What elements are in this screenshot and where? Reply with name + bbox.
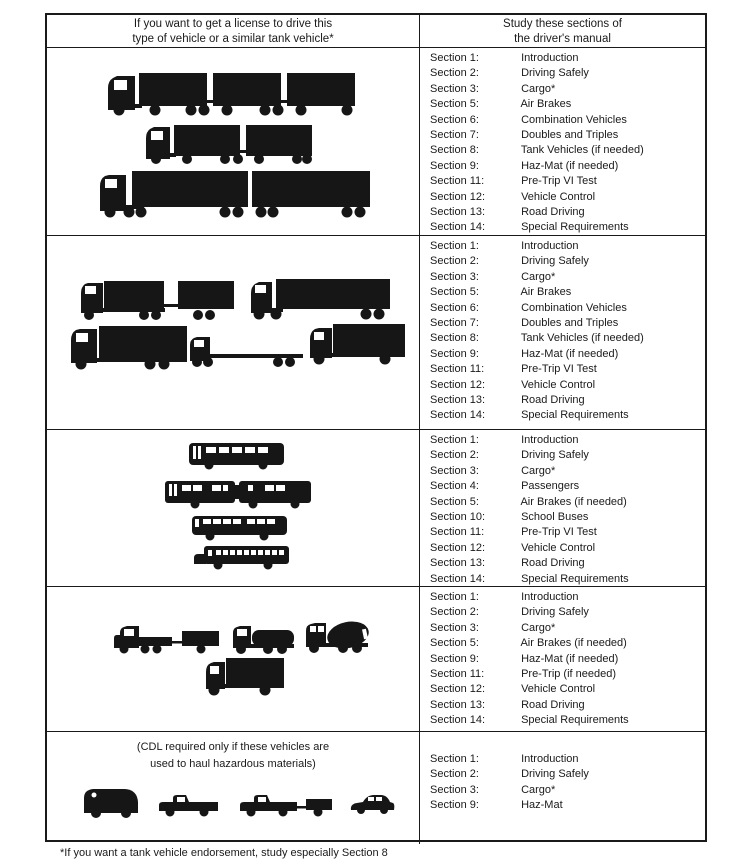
table-row-combination-doubles-triples bbox=[47, 48, 705, 236]
section-label: Section 3: bbox=[430, 82, 479, 95]
table-row-buses bbox=[47, 430, 705, 587]
table-row-combination-vehicles bbox=[47, 236, 705, 430]
section-line bbox=[430, 97, 701, 112]
section-name: Cargo* bbox=[521, 621, 556, 634]
section-name: Road Driving bbox=[521, 698, 585, 711]
table-row-light-vehicles bbox=[47, 732, 705, 844]
section-line bbox=[430, 682, 701, 697]
section-name: Special Requirements bbox=[521, 572, 629, 585]
section-name: Special Requirements bbox=[521, 714, 629, 727]
section-name: Introduction bbox=[521, 591, 579, 603]
section-label: Section 7: bbox=[430, 129, 479, 142]
section-label: Section 11: bbox=[430, 668, 485, 681]
section-name: Driving Safely bbox=[521, 255, 589, 268]
section-label: Section 2: bbox=[430, 768, 479, 781]
section-name: Cargo* bbox=[521, 270, 556, 283]
section-name: Haz-Mat (if needed) bbox=[521, 159, 619, 172]
section-line bbox=[430, 621, 701, 636]
school-bus-icon bbox=[194, 546, 289, 571]
section-name: Road Driving bbox=[521, 206, 585, 219]
section-line bbox=[430, 448, 701, 463]
tractor-semitrailer-icon bbox=[250, 279, 392, 321]
section-name: Doubles and Triples bbox=[521, 129, 619, 142]
section-line bbox=[430, 190, 701, 205]
cement-mixer-truck-icon bbox=[305, 619, 371, 656]
section-label: Section 12: bbox=[430, 190, 486, 203]
section-line bbox=[430, 362, 701, 377]
section-line bbox=[430, 408, 701, 423]
section-name: Haz-Mat bbox=[521, 799, 563, 812]
section-label: Section 13: bbox=[430, 557, 486, 570]
section-line bbox=[430, 433, 701, 448]
section-name: Road Driving bbox=[521, 394, 585, 407]
section-name: Haz-Mat (if needed) bbox=[521, 652, 619, 665]
section-label: Section 11: bbox=[430, 363, 485, 376]
section-line bbox=[430, 667, 701, 682]
section-label: Section 7: bbox=[430, 317, 479, 330]
section-name: Driving Safely bbox=[521, 606, 589, 619]
section-name: Cargo* bbox=[521, 82, 556, 95]
section-line bbox=[430, 636, 701, 651]
section-line bbox=[430, 556, 701, 571]
section-line bbox=[430, 541, 701, 556]
section-label: Section 9: bbox=[430, 347, 479, 360]
car-icon bbox=[349, 792, 396, 815]
section-label: Section 4: bbox=[430, 480, 479, 493]
section-name: Introduction bbox=[521, 753, 579, 765]
section-line bbox=[430, 525, 701, 540]
section-name: Passengers bbox=[521, 480, 580, 493]
header-right-line1: Study these sections of bbox=[503, 18, 622, 30]
section-label: Section 5: bbox=[430, 98, 479, 111]
section-line bbox=[430, 159, 701, 174]
section-name: Tank Vehicles (if needed) bbox=[520, 144, 644, 157]
section-name: School Buses bbox=[521, 511, 589, 524]
tank-endorsement-footnote: *If you want a tank vehicle endorsement, study especially Section 8 bbox=[60, 847, 388, 859]
section-label: Section 6: bbox=[430, 301, 479, 314]
section-line bbox=[430, 698, 701, 713]
section-line bbox=[430, 605, 701, 620]
section-line bbox=[430, 143, 701, 158]
section-name: Haz-Mat (if needed) bbox=[521, 347, 619, 360]
section-label: Section 2: bbox=[430, 606, 479, 619]
section-label: Section 12: bbox=[430, 378, 486, 391]
table-header-row bbox=[47, 15, 705, 48]
section-label: Section 14: bbox=[430, 221, 486, 234]
section-line bbox=[430, 572, 701, 587]
section-label: Section 14: bbox=[430, 714, 486, 727]
section-line bbox=[430, 331, 701, 346]
section-line bbox=[430, 510, 701, 525]
section-list-row1 bbox=[420, 48, 705, 236]
header-left-line2: type of vehicle or a similar tank vehicle* bbox=[132, 33, 334, 45]
section-name: Combination Vehicles bbox=[521, 113, 627, 126]
coach-bus-icon bbox=[192, 515, 287, 541]
section-line bbox=[430, 254, 701, 269]
section-label: Section 1: bbox=[430, 52, 479, 64]
section-line bbox=[430, 128, 701, 143]
vehicle-cell-row5 bbox=[47, 732, 420, 844]
section-name: Vehicle Control bbox=[521, 683, 596, 696]
section-name: Air Brakes (if needed) bbox=[520, 637, 627, 650]
section-name: Special Requirements bbox=[521, 409, 629, 422]
section-label: Section 13: bbox=[430, 394, 486, 407]
vehicle-cell-row2 bbox=[47, 236, 420, 429]
section-line bbox=[430, 220, 701, 235]
van-icon bbox=[82, 785, 140, 819]
sections-cell-row1 bbox=[420, 48, 705, 235]
articulated-bus-icon bbox=[165, 479, 312, 509]
section-name: Pre-Trip VI Test bbox=[521, 363, 597, 376]
sections-cell-row2 bbox=[420, 236, 705, 429]
section-label: Section 12: bbox=[430, 541, 486, 554]
cdl-note-line2: used to haul hazardous materials) bbox=[150, 757, 316, 770]
section-line bbox=[430, 347, 701, 362]
header-vehicle-column bbox=[47, 15, 420, 47]
section-label: Section 5: bbox=[430, 286, 479, 299]
section-list-row3 bbox=[420, 430, 705, 587]
section-label: Section 1: bbox=[430, 240, 479, 252]
section-line bbox=[430, 783, 701, 798]
section-list-row2 bbox=[420, 236, 705, 424]
box-truck-icon bbox=[309, 324, 407, 366]
section-line bbox=[430, 590, 701, 605]
section-line bbox=[430, 378, 701, 393]
section-label: Section 8: bbox=[430, 332, 479, 345]
section-line bbox=[430, 713, 701, 728]
section-name: Pre-Trip VI Test bbox=[521, 526, 597, 539]
section-name: Vehicle Control bbox=[521, 190, 596, 203]
double-trailer-truck-icon bbox=[145, 125, 315, 167]
table-row-heavy-trucks bbox=[47, 587, 705, 732]
section-name: Driving Safely bbox=[521, 449, 589, 462]
section-label: Section 11: bbox=[430, 175, 485, 188]
section-name: Air Brakes bbox=[520, 98, 572, 111]
section-list-row4 bbox=[420, 587, 705, 729]
section-label: Section 2: bbox=[430, 67, 479, 80]
cdl-note bbox=[47, 732, 419, 772]
section-label: Section 8: bbox=[430, 144, 479, 157]
license-sections-table bbox=[45, 13, 707, 842]
truck-towing-trailer-icon bbox=[114, 624, 220, 656]
section-label: Section 3: bbox=[430, 270, 479, 283]
section-name: Driving Safely bbox=[521, 768, 589, 781]
triple-trailer-truck-icon bbox=[107, 73, 359, 118]
section-line bbox=[430, 652, 701, 667]
section-name: Tank Vehicles (if needed) bbox=[520, 332, 644, 345]
section-label: Section 6: bbox=[430, 113, 479, 126]
section-label: Section 1: bbox=[430, 434, 479, 446]
section-name: Introduction bbox=[521, 240, 579, 252]
section-name: Doubles and Triples bbox=[521, 317, 619, 330]
section-name: Air Brakes bbox=[520, 286, 572, 299]
section-line bbox=[430, 767, 701, 782]
pickup-with-trailer-icon bbox=[240, 790, 333, 817]
section-label: Section 9: bbox=[430, 159, 479, 172]
section-name: Vehicle Control bbox=[521, 378, 596, 391]
pickup-truck-icon bbox=[159, 792, 220, 817]
section-label: Section 12: bbox=[430, 683, 486, 696]
section-label: Section 5: bbox=[430, 495, 479, 508]
section-line bbox=[430, 113, 701, 128]
section-label: Section 3: bbox=[430, 783, 479, 796]
section-line bbox=[430, 495, 701, 510]
section-label: Section 3: bbox=[430, 464, 479, 477]
section-line bbox=[430, 239, 701, 254]
section-line bbox=[430, 66, 701, 81]
section-name: Road Driving bbox=[521, 557, 585, 570]
section-line bbox=[430, 82, 701, 97]
section-line bbox=[430, 270, 701, 285]
section-label: Section 2: bbox=[430, 449, 479, 462]
long-double-trailer-truck-icon bbox=[99, 171, 372, 219]
header-left-line1: If you want to get a license to drive this bbox=[133, 18, 333, 30]
section-label: Section 9: bbox=[430, 652, 479, 665]
section-label: Section 10: bbox=[430, 511, 486, 524]
section-list-row5 bbox=[420, 732, 705, 814]
section-label: Section 13: bbox=[430, 698, 486, 711]
section-line bbox=[430, 51, 701, 66]
truck-with-trailer-icon bbox=[80, 281, 235, 321]
sections-cell-row3 bbox=[420, 430, 705, 586]
sections-cell-row5 bbox=[420, 732, 705, 844]
section-line bbox=[430, 301, 701, 316]
tank-truck-icon bbox=[232, 623, 296, 656]
section-label: Section 13: bbox=[430, 206, 486, 219]
section-label: Section 3: bbox=[430, 621, 479, 634]
section-label: Section 1: bbox=[430, 591, 479, 603]
section-label: Section 1: bbox=[430, 753, 479, 765]
section-label: Section 11: bbox=[430, 526, 485, 539]
section-line bbox=[430, 316, 701, 331]
delivery-truck-icon bbox=[205, 658, 285, 697]
vehicle-cell-row4 bbox=[47, 587, 420, 731]
vehicle-cell-row3 bbox=[47, 430, 420, 586]
section-name: Combination Vehicles bbox=[521, 301, 627, 314]
header-sections-column bbox=[420, 15, 705, 47]
section-line bbox=[430, 798, 701, 813]
section-name: Driving Safely bbox=[521, 67, 589, 80]
section-line bbox=[430, 464, 701, 479]
section-line bbox=[430, 174, 701, 189]
section-label: Section 14: bbox=[430, 572, 486, 585]
sections-cell-row4 bbox=[420, 587, 705, 731]
section-name: Pre-Trip VI Test bbox=[521, 175, 597, 188]
section-line bbox=[430, 393, 701, 408]
section-name: Introduction bbox=[521, 434, 579, 446]
section-label: Section 14: bbox=[430, 409, 486, 422]
section-name: Pre-Trip (if needed) bbox=[521, 668, 617, 681]
section-name: Vehicle Control bbox=[521, 541, 596, 554]
transit-bus-icon bbox=[189, 443, 284, 470]
cdl-note-line1: (CDL required only if these vehicles are bbox=[136, 741, 330, 753]
flatbed-truck-icon bbox=[189, 335, 305, 369]
section-name: Cargo* bbox=[521, 464, 556, 477]
section-name: Special Requirements bbox=[521, 221, 629, 234]
section-name: Introduction bbox=[521, 52, 579, 64]
section-line bbox=[430, 752, 701, 767]
section-name: Air Brakes (if needed) bbox=[520, 495, 627, 508]
section-label: Section 9: bbox=[430, 799, 479, 812]
section-line bbox=[430, 205, 701, 220]
header-right-line2: the driver's manual bbox=[514, 33, 611, 45]
vehicle-cell-row1 bbox=[47, 48, 420, 235]
straight-truck-icon bbox=[70, 326, 189, 371]
section-line bbox=[430, 285, 701, 300]
section-label: Section 5: bbox=[430, 637, 479, 650]
section-line bbox=[430, 479, 701, 494]
section-name: Cargo* bbox=[521, 783, 556, 796]
section-label: Section 2: bbox=[430, 255, 479, 268]
